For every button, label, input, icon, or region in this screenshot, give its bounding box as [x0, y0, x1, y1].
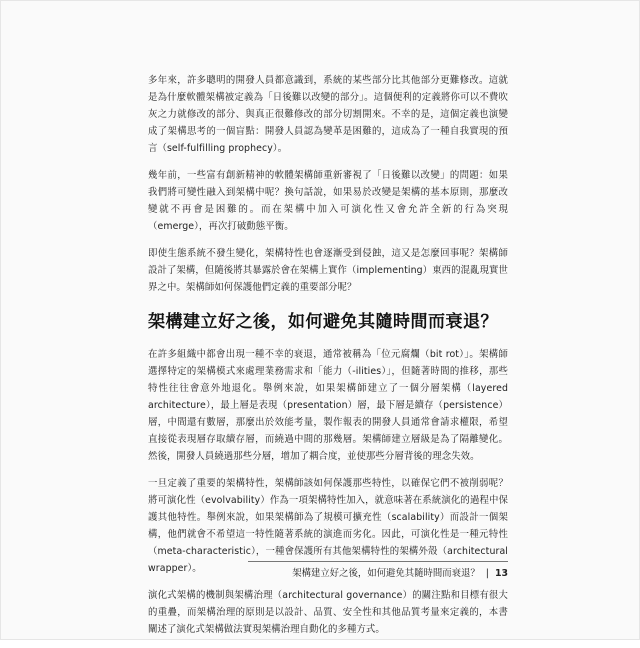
section-paragraph-3: 演化式架構的機制與架構治理（architectural governance）的關注點和目標有很大的重疊，而架構治理的原則是以設計、品質、安全性和其他品質考量來定義的，本書闡述了演化式架構做法實現架構治理自動化的多種方式。: [148, 590, 508, 635]
running-title: 架構建立好之後，如何避免其隨時間而衰退？: [292, 568, 480, 579]
page-number: 13: [494, 568, 508, 579]
paragraph-1: 多年來，許多聰明的開發人員都意識到，系統的某些部分比其他部分更難修改。這就是為什麼軟體架構被定義為「日後難以改變的部分」。這個便利的定義將你可以不費吹灰之力就修改的部分、與真正很難修改的部分切割開來。不幸的是，這個定義也演變成了架構思考的一個盲點：開發人員認為變革是困難的，這成為了一種自我實現的預言（self-fulfilling prophecy）。: [148, 75, 508, 154]
section-paragraph-1: 在許多組織中都會出現一種不幸的衰退，通常被稱為「位元腐爛（bit rot）」。架構師選擇特定的架構模式來處理業務需求和「能力（-ilities）」，但隨著時間的推移，那些特性往往會意外地退化。舉例來說，如果架構師建立了一個分層架構（layered architecture），最上層是表現（presentation）層，最下層是續存（persistence）層，中間還有數層，那麼出於效能考量，製作報表的開發人員通常會請求權限，希望直接從表現層存取續存層，而繞過中間的那幾層。架構師建立層級是為了隔離變化。然後，開發人員繞過那些分層，增加了耦合度，並使那些分層背後的理念失效。: [148, 349, 508, 462]
page-footer: [248, 561, 508, 579]
footer-separator: |: [485, 568, 489, 579]
paragraph-2: 幾年前，一些富有創新精神的軟體架構師重新審視了「日後難以改變」的問題：如果我們將可變性融入到架構中呢？換句話說，如果易於改變是架構的基本原則，那麼改變就不再會是困難的。而在架構中加入可演化性又會允許全新的行為突現（emerge），再次打破動態平衡。: [148, 170, 508, 232]
section-heading: 架構建立好之後，如何避免其隨時間而衰退？: [148, 312, 498, 332]
section-paragraph-2: 一旦定義了重要的架構特性，架構師該如何保護那些特性，以確保它們不被削弱呢？將可演化性（evolvability）作為一項架構特性加入，就意味著在系統演化的過程中保護其他特性。舉例來說，如果架構師為了規模可擴充性（scalability）而設計一個架構，他們就會不希望這一特性隨著系統的演進而劣化。因此，可演化性是一種元特性（meta-characteristic），一種會保護所有其他架構特性的架構外殼（architectural wrapper）。: [148, 478, 508, 574]
paragraph-3: 即使生態系統不發生變化，架構特性也會逐漸受到侵蝕，這又是怎麼回事呢？架構師設計了架構，但隨後將其暴露於會在架構上實作（implementing）東西的混亂現實世界之中。架構師如何保護他們定義的重要部分呢？: [148, 248, 509, 293]
